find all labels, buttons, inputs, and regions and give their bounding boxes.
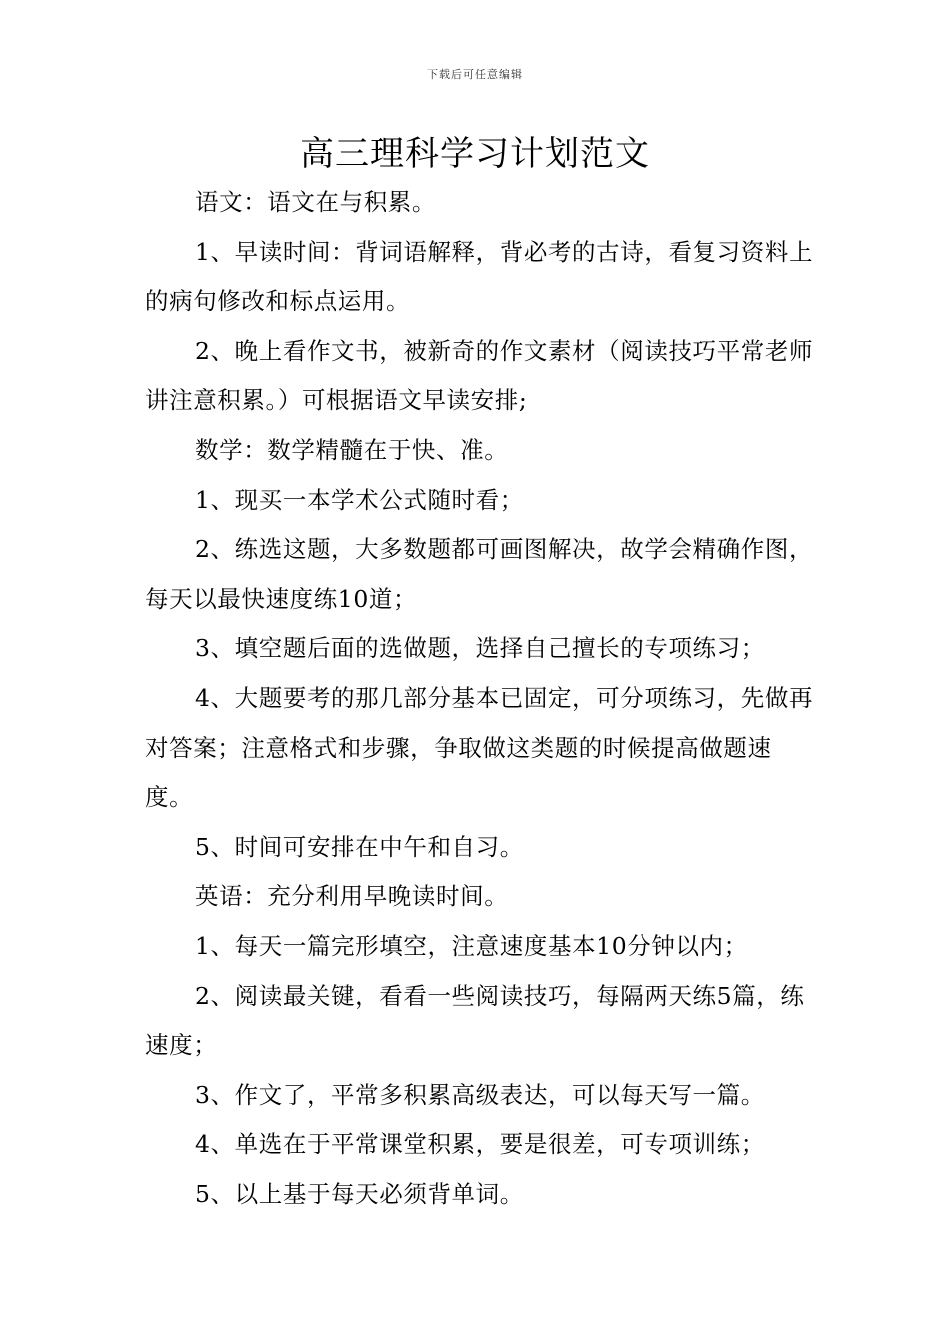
paragraph-math-2: 2、练选这题，大多数题都可画图解决，故学会精确作图，每天以最快速度练10道； [145,535,814,613]
paragraph-math-1: 1、现买一本学术公式随时看； [195,485,524,514]
paragraph-math-heading: 数学：数学精髓在于快、准。 [195,435,509,464]
paragraph-english-2: 2、阅读最关键，看看一些阅读技巧，每隔两天练5篇，练速度； [145,981,805,1060]
paragraph-chinese-2: 2、晚上看作文书，被新奇的作文素材（阅读技巧平常老师讲注意积累。）可根据语文早读安排; [145,336,814,415]
document-body [145,178,815,1219]
paragraph-math-3: 3、填空题后面的选做题，选择自己擅长的专项练习； [195,634,765,663]
paragraph-math-4: 4、大题要考的那几部分基本已固定，可分项练习，先做再对答案；注意格式和步骤，争取做这类题的时候提高做题速度。 [145,683,814,812]
paragraph-english-heading: 英语：充分利用早晚读时间。 [195,882,509,911]
document-title: 高三理科学习计划范文 [300,134,650,174]
paragraph-english-1: 1、每天一篇完形填空，注意速度基本10分钟以内； [195,931,748,960]
paragraph-english-5: 5、以上基于每天必须背单词。 [195,1179,524,1208]
paragraph-english-3: 3、作文了，平常多积累高级表达，可以每天写一篇。 [195,1080,765,1109]
header-note: 下载后可任意编辑 [427,68,523,81]
paragraph-chinese-1: 1、早读时间：背词语解释，背必考的古诗，看复习资料上的病句修改和标点运用。 [145,237,814,316]
paragraph-chinese-heading: 语文：语文在与积累。 [195,188,436,216]
paragraph-english-4: 4、单选在于平常课堂积累，要是很差，可专项训练； [195,1130,765,1159]
paragraph-math-5: 5、时间可安排在中午和自习。 [195,832,524,861]
